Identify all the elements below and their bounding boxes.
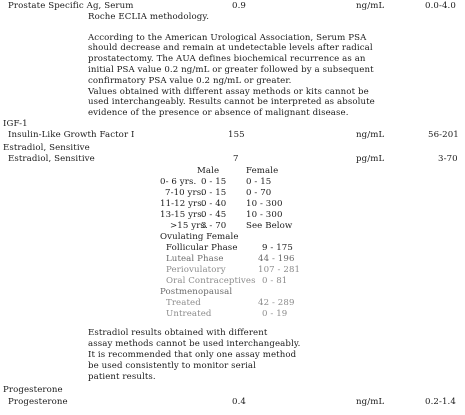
igf1-unit: ng/mL <box>356 130 385 140</box>
igf1-value: 155 <box>228 130 245 140</box>
estradiol-note-line: patient results. <box>88 372 156 382</box>
age-row-label: 0- 6 yrs. <box>160 177 197 187</box>
phase-range: 9 - 175 <box>262 243 293 253</box>
psa-note-line: evidence of the presence or absence of malignant disease. <box>88 108 349 118</box>
progesterone-range: 0.2-1.4 <box>425 397 456 407</box>
phase-range: 44 - 196 <box>258 254 295 264</box>
progesterone-value: 0.4 <box>232 397 246 407</box>
estradiol-note-line: It is recommended that only one assay method <box>88 350 297 360</box>
estradiol-panel-heading: Estradiol, Sensitive <box>3 143 90 153</box>
age-row-label: 13-15 yrs. <box>160 210 205 220</box>
age-row-female: See Below <box>246 221 293 231</box>
age-row-male: 0 - 45 <box>201 210 227 220</box>
psa-unit: ng/mL <box>356 1 385 11</box>
psa-note-line: confirmatory PSA value 0.2 ng/mL or greater. <box>88 76 292 86</box>
igf1-range: 56-201 <box>428 130 459 140</box>
table-header-female: Female <box>246 166 279 176</box>
estradiol-unit: pg/mL <box>356 154 385 164</box>
psa-note-line: According to the American Urological Association, Serum PSA <box>88 33 367 43</box>
psa-note-line: initial PSA value 0.2 ng/mL or greater followed by a subsequent <box>88 65 374 75</box>
phase-label: Follicular Phase <box>166 243 238 253</box>
phase-range: 107 - 281 <box>258 265 301 275</box>
psa-range: 0.0-4.0 <box>425 1 456 11</box>
age-row-male: 0 - 15 <box>201 177 227 187</box>
psa-note-line: Values obtained with different assay methods or kits cannot be <box>88 87 369 97</box>
age-row-female: 10 - 300 <box>246 199 283 209</box>
age-row-male: 0 - 40 <box>201 199 227 209</box>
post-label: Untreated <box>166 309 212 319</box>
estradiol-test-name: Estradiol, Sensitive <box>8 154 95 164</box>
psa-note-line: prostatectomy. The AUA defines biochemical recurrence as an <box>88 54 366 64</box>
igf1-panel-heading: IGF-1 <box>3 119 28 129</box>
phase-label: Oral Contraceptives <box>166 276 256 286</box>
estradiol-value: 7 <box>233 154 239 164</box>
estradiol-range: 3-70 <box>438 154 458 164</box>
postmenopausal-heading: Postmenopausal <box>160 287 233 297</box>
progesterone-unit: ng/mL <box>356 397 385 407</box>
psa-value: 0.9 <box>232 1 246 11</box>
post-label: Treated <box>166 298 201 308</box>
ovulating-heading: Ovulating Female <box>160 232 239 242</box>
phase-range: 0 - 81 <box>262 276 288 286</box>
estradiol-note-line: Estradiol results obtained with different <box>88 328 268 338</box>
estradiol-note-line: be used consistently to monitor serial <box>88 361 256 371</box>
progesterone-test-name: Progesterone <box>8 397 68 407</box>
table-header-male: Male <box>197 166 220 176</box>
age-row-female: 0 - 70 <box>246 188 272 198</box>
psa-note-line: should decrease and remain at undetectable levels after radical <box>88 43 373 53</box>
post-range: 42 - 289 <box>258 298 295 308</box>
age-row-label: 7-10 yrs. <box>165 188 205 198</box>
post-range: 0 - 19 <box>262 309 288 319</box>
psa-note-line: used interchangeably. Results cannot be interpreted as absolute <box>88 97 375 107</box>
progesterone-panel-heading: Progesterone <box>3 385 63 395</box>
age-row-male: 3 - 70 <box>201 221 227 231</box>
age-row-female: 10 - 300 <box>246 210 283 220</box>
estradiol-note-line: assay methods cannot be used interchangeably. <box>88 339 301 349</box>
age-row-male: 0 - 15 <box>201 188 227 198</box>
psa-method: Roche ECLIA methodology. <box>88 12 210 22</box>
phase-label: Periovulatory <box>166 265 226 275</box>
age-row-female: 0 - 15 <box>246 177 272 187</box>
age-row-label: 11-12 yrs. <box>160 199 205 209</box>
igf1-test-name: Insulin-Like Growth Factor I <box>8 130 135 140</box>
phase-label: Luteal Phase <box>166 254 224 264</box>
psa-test-name: Prostate Specific Ag, Serum <box>8 1 134 11</box>
age-row-label: >15 yrs. <box>170 221 208 231</box>
